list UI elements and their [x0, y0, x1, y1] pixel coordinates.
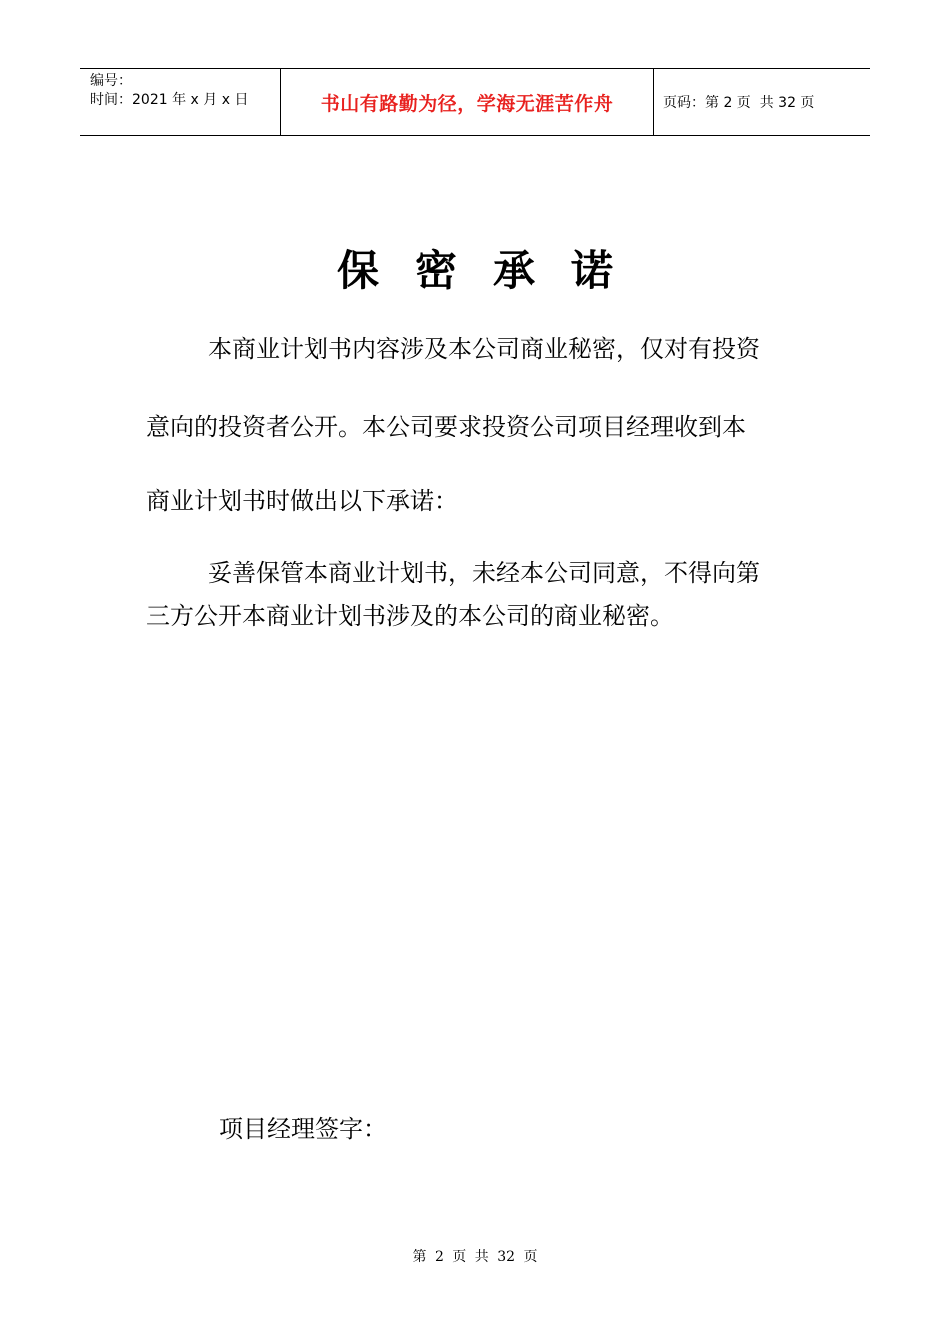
paragraph-2-line-2: 三方公开本商业计划书涉及的本公司的商业秘密。	[146, 602, 674, 630]
document-title: 保密承诺	[336, 246, 649, 295]
document-date-label: 时间：2021 年 x 月 x 日	[90, 92, 249, 108]
document-number-label: 编号：	[90, 73, 132, 89]
page-header	[80, 68, 870, 136]
header-motto: 书山有路勤为径，学海无涯苦作舟	[281, 69, 654, 135]
header-meta	[80, 69, 281, 135]
page-footer: 第 2 页 共 32 页	[412, 1249, 538, 1265]
header-page-info	[654, 69, 870, 135]
paragraph-1-line-1: 本商业计划书内容涉及本公司商业秘密，仅对有投资	[208, 335, 760, 363]
paragraph-1-line-3: 商业计划书时做出以下承诺：	[146, 487, 458, 515]
paragraph-2-line-1: 妥善保管本商业计划书，未经本公司同意，不得向第	[208, 559, 760, 587]
header-page-info-text: 页码：第 2 页 共 32 页	[663, 95, 815, 111]
signature-label: 项目经理签字：	[219, 1115, 387, 1143]
paragraph-1-line-2: 意向的投资者公开。本公司要求投资公司项目经理收到本	[146, 413, 746, 441]
